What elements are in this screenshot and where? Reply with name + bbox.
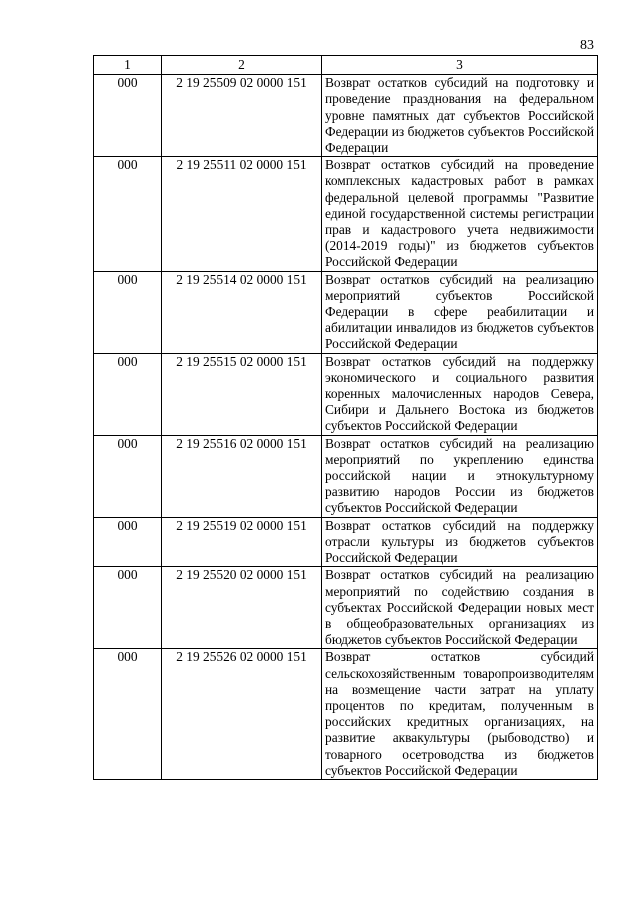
header-col-1: 1 (94, 56, 162, 75)
table-header-row (94, 56, 598, 75)
admin-code-cell: 000 (94, 435, 162, 517)
admin-code-cell: 000 (94, 271, 162, 353)
admin-code-cell: 000 (94, 649, 162, 780)
page-number: 83 (580, 38, 594, 53)
admin-code-cell: 000 (94, 353, 162, 435)
table-row (94, 271, 598, 353)
budget-code-cell: 2 19 25516 02 0000 151 (162, 435, 322, 517)
table-row (94, 353, 598, 435)
description-cell: Возврат остатков субсидий на реализацию мероприятий по содействию создания в субъектах Российской Федерации новых мест в общеобразовательных организациях из бюджетов субъектов Российской Федерации (322, 567, 598, 649)
table-row (94, 567, 598, 649)
table-row (94, 517, 598, 567)
admin-code-cell: 000 (94, 517, 162, 567)
header-col-3: 3 (322, 56, 598, 75)
description-cell: Возврат остатков субсидий на подготовку и проведение празднования на федеральном уровне памятных дат субъектов Российской Федерации из бюджетов субъектов Российской Федерации (322, 75, 598, 157)
admin-code-cell: 000 (94, 157, 162, 271)
description-cell: Возврат остатков субсидий на реализацию мероприятий субъектов Российской Федерации в сфере реабилитации и абилитации инвалидов из бюджетов субъектов Российской Федерации (322, 271, 598, 353)
table-row (94, 75, 598, 157)
budget-code-cell: 2 19 25515 02 0000 151 (162, 353, 322, 435)
budget-code-cell: 2 19 25511 02 0000 151 (162, 157, 322, 271)
table-row (94, 157, 598, 271)
table-row (94, 435, 598, 517)
budget-code-cell: 2 19 25520 02 0000 151 (162, 567, 322, 649)
admin-code-cell: 000 (94, 75, 162, 157)
budget-code-cell: 2 19 25509 02 0000 151 (162, 75, 322, 157)
admin-code-cell: 000 (94, 567, 162, 649)
table-row (94, 649, 598, 780)
description-cell: Возврат остатков субсидий на поддержку экономического и социального развития коренных малочисленных народов Севера, Сибири и Дальнего Востока из бюджетов субъектов Российской Федерации (322, 353, 598, 435)
description-cell: Возврат остатков субсидий сельскохозяйственным товаропроизводителям на возмещение части затрат на уплату процентов по кредитам, полученным в российских кредитных организациях, на развитие аквакультуры (рыбоводство) и товарного осетроводства из бюджетов субъектов Российской Федерации (322, 649, 598, 780)
budget-code-cell: 2 19 25526 02 0000 151 (162, 649, 322, 780)
budget-code-table (93, 55, 598, 780)
budget-code-cell: 2 19 25519 02 0000 151 (162, 517, 322, 567)
description-cell: Возврат остатков субсидий на реализацию мероприятий по укреплению единства российской нации и этнокультурному развитию народов России из бюджетов субъектов Российской Федерации (322, 435, 598, 517)
description-cell: Возврат остатков субсидий на проведение комплексных кадастровых работ в рамках федеральной целевой программы "Развитие единой государственной системы регистрации прав и кадастрового учета недвижимости (2014-2019 годы)" из бюджетов субъектов Российской Федерации (322, 157, 598, 271)
budget-code-cell: 2 19 25514 02 0000 151 (162, 271, 322, 353)
header-col-2: 2 (162, 56, 322, 75)
description-cell: Возврат остатков субсидий на поддержку отрасли культуры из бюджетов субъектов Российской Федерации (322, 517, 598, 567)
